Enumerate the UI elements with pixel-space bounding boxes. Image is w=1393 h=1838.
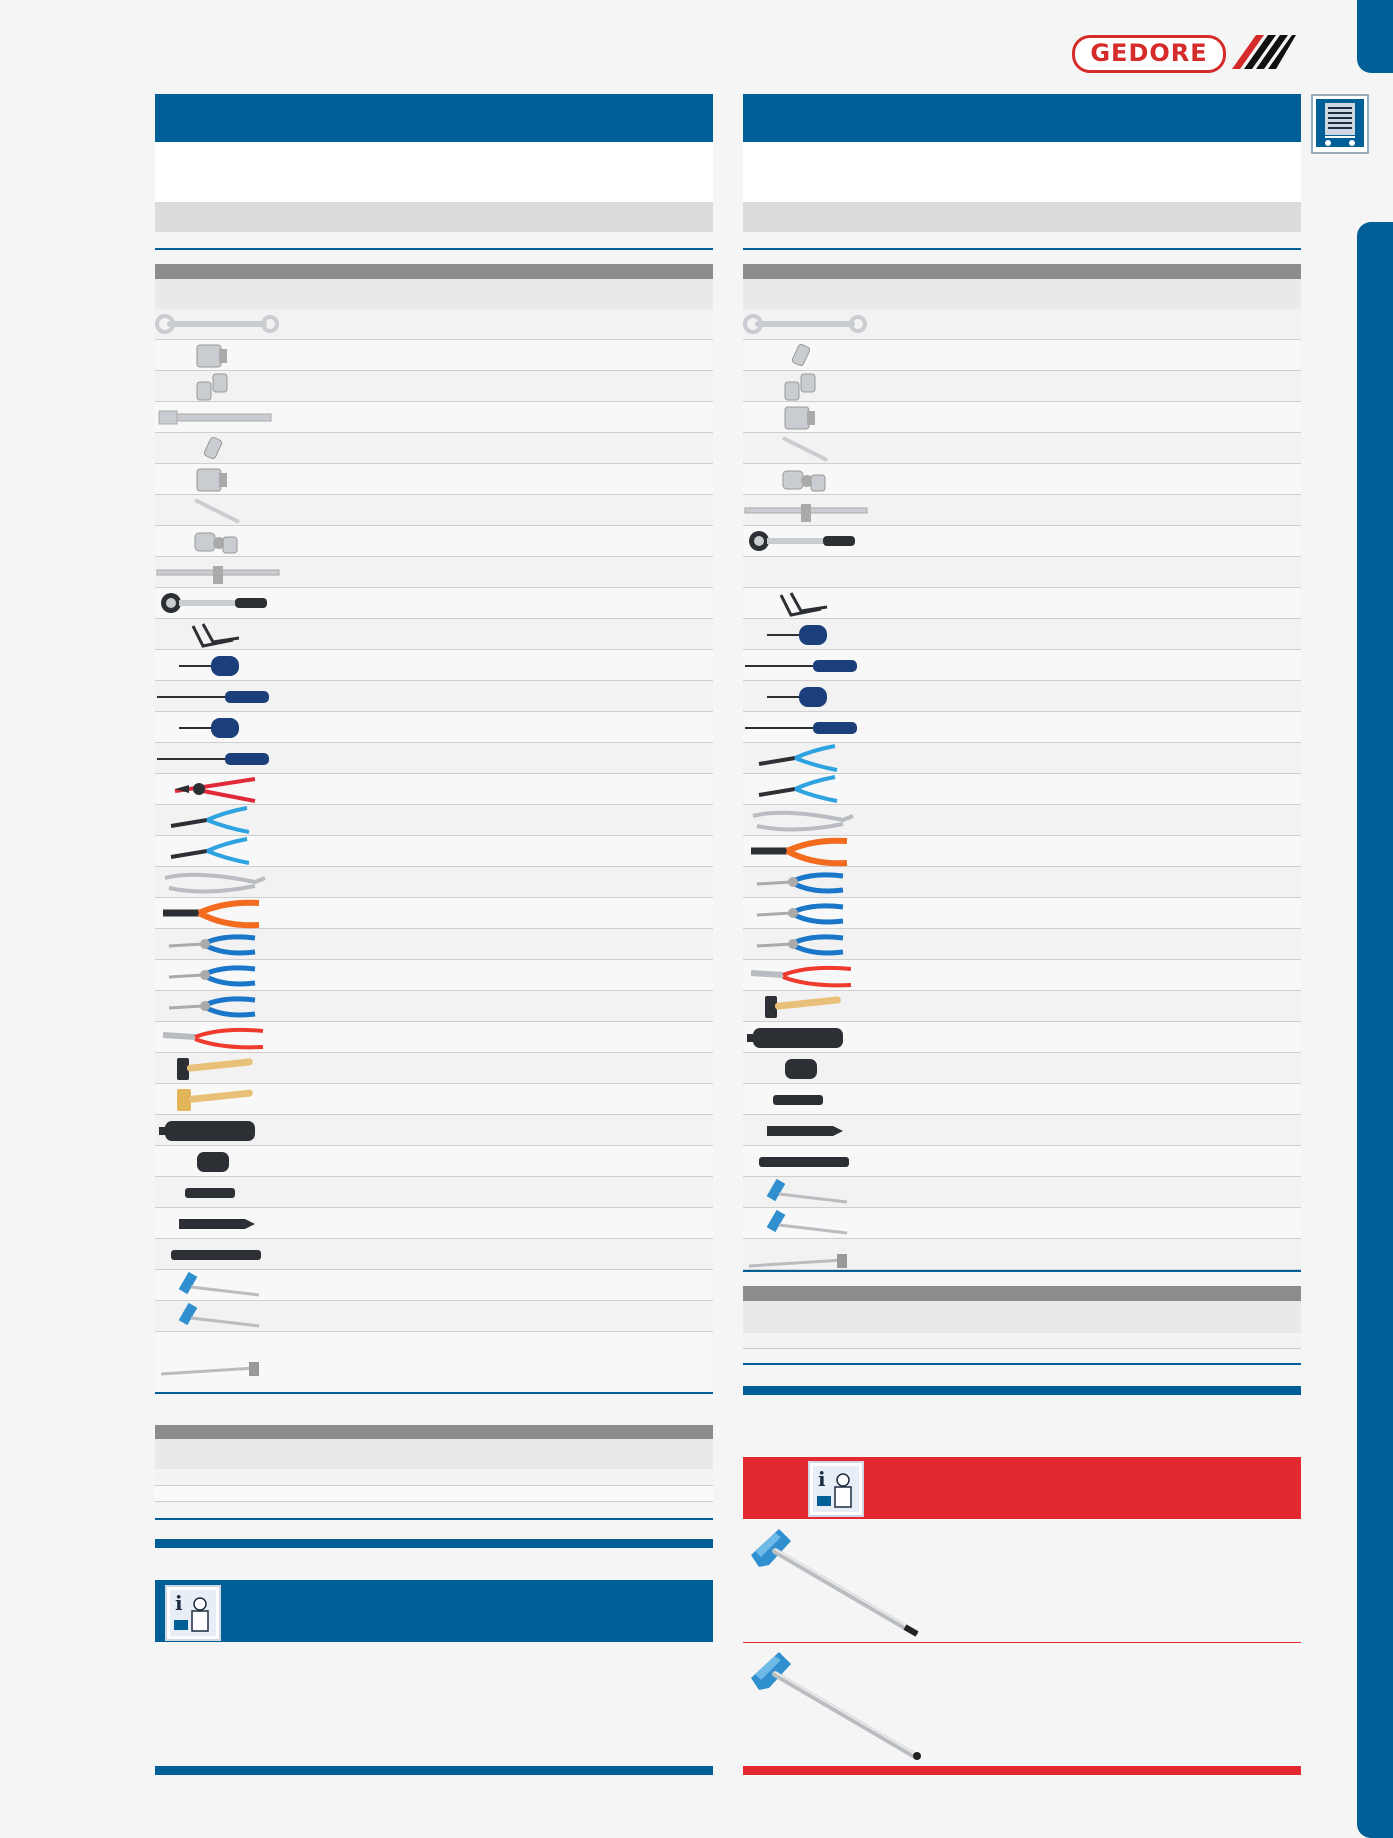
- table-row: [743, 712, 1301, 743]
- table-row: [743, 836, 1301, 867]
- table-row: [743, 1177, 1301, 1208]
- table-row: [743, 991, 1301, 1022]
- left-info-body: [155, 1642, 713, 1762]
- table-row: [155, 1115, 713, 1146]
- table-row: [155, 929, 713, 960]
- table-row: [155, 898, 713, 929]
- table-row: [743, 1239, 1301, 1270]
- left-table2-divider: [155, 1518, 713, 1520]
- left-description-area: [155, 142, 713, 202]
- table-row: [155, 712, 713, 743]
- left-table-header-row: [155, 279, 713, 309]
- table-row: [155, 960, 713, 991]
- table-row: [155, 557, 713, 588]
- info-person-icon: [808, 1461, 864, 1517]
- left-table2-header-row: [155, 1439, 713, 1469]
- right-description-area: [743, 142, 1301, 202]
- table-row: [743, 1084, 1301, 1115]
- table-row: [155, 681, 713, 712]
- tool-trolley-icon: [1311, 94, 1369, 154]
- left-table-end: [155, 1392, 713, 1394]
- table-row: [155, 867, 713, 898]
- table-row: [155, 464, 713, 495]
- side-tab-main[interactable]: [1357, 222, 1393, 1838]
- right-table-end: [743, 1270, 1301, 1272]
- info-person-icon: [165, 1585, 221, 1641]
- table-row: [155, 1084, 713, 1115]
- right-table-header-row: [743, 279, 1301, 309]
- table-row: [743, 743, 1301, 774]
- table-row: [743, 898, 1301, 929]
- table-row: [743, 960, 1301, 991]
- table-row: [743, 650, 1301, 681]
- table-row: [155, 1332, 713, 1393]
- table-row: [743, 1115, 1301, 1146]
- table-row: [155, 1301, 713, 1332]
- table-row: [155, 1053, 713, 1084]
- table-row: [743, 681, 1301, 712]
- table-row: [743, 1022, 1301, 1053]
- t-handle-hex-key-ball-end: [745, 1648, 925, 1763]
- info-separator: [743, 1642, 1301, 1643]
- left-subheader: [155, 202, 713, 232]
- table-row: [743, 619, 1301, 650]
- table-row: [743, 371, 1301, 402]
- right-tool-table: [743, 309, 1301, 1270]
- table-row: [743, 557, 1301, 588]
- right-section-bar: [743, 1386, 1301, 1395]
- table-row: [743, 929, 1301, 960]
- left-info-end: [155, 1766, 713, 1775]
- svg-text:i: i: [175, 1591, 183, 1615]
- side-tab-top[interactable]: [1357, 0, 1393, 73]
- table-row: [155, 1146, 713, 1177]
- left-table-header: [155, 264, 713, 279]
- table-row: [743, 340, 1301, 371]
- table-row: [743, 402, 1301, 433]
- table-row: [743, 774, 1301, 805]
- table-row: [155, 743, 713, 774]
- left-tool-table: [155, 309, 713, 1392]
- left-divider: [155, 248, 713, 250]
- table-row: [743, 1146, 1301, 1177]
- table-row: [155, 1177, 713, 1208]
- table-row: [155, 836, 713, 867]
- left-table2-row: [155, 1469, 713, 1486]
- table-row: [155, 774, 713, 805]
- table-row: [743, 867, 1301, 898]
- table-row: [743, 1208, 1301, 1239]
- table-row: [743, 309, 1301, 340]
- svg-text:i: i: [818, 1467, 826, 1491]
- t-handle-hex-key-large: [745, 1525, 925, 1640]
- table-row: [155, 371, 713, 402]
- left-info-bar: [155, 1580, 713, 1642]
- table-row: [155, 402, 713, 433]
- right-table2-header: [743, 1286, 1301, 1301]
- table-row: [743, 588, 1301, 619]
- table-row: [155, 588, 713, 619]
- right-info-end: [743, 1766, 1301, 1775]
- table-row: [155, 526, 713, 557]
- table-row: [743, 1053, 1301, 1084]
- table-row: [155, 495, 713, 526]
- table-row: [743, 464, 1301, 495]
- right-table-header: [743, 264, 1301, 279]
- right-table2-row: [743, 1333, 1301, 1349]
- right-table2-header-row: [743, 1301, 1301, 1333]
- left-table2-header: [155, 1425, 713, 1439]
- left-title-bar: [155, 94, 713, 142]
- table-row: [155, 433, 713, 464]
- table-row: [155, 805, 713, 836]
- left-table2-row: [155, 1486, 713, 1502]
- table-row: [743, 495, 1301, 526]
- table-row: [155, 650, 713, 681]
- right-divider: [743, 248, 1301, 250]
- logo-slashes-icon: [1232, 33, 1296, 71]
- table-row: [743, 433, 1301, 464]
- table-row: [155, 340, 713, 371]
- right-subheader: [743, 202, 1301, 232]
- table-row: [155, 1022, 713, 1053]
- right-table2-divider: [743, 1363, 1301, 1365]
- table-row: [155, 991, 713, 1022]
- left-section-bar: [155, 1539, 713, 1548]
- table-row: [155, 1239, 713, 1270]
- table-row: [155, 1270, 713, 1301]
- right-title-bar: [743, 94, 1301, 142]
- table-row: [155, 1208, 713, 1239]
- table-row: [155, 619, 713, 650]
- table-row: [743, 805, 1301, 836]
- table-row: [155, 309, 713, 340]
- table-row: [743, 526, 1301, 557]
